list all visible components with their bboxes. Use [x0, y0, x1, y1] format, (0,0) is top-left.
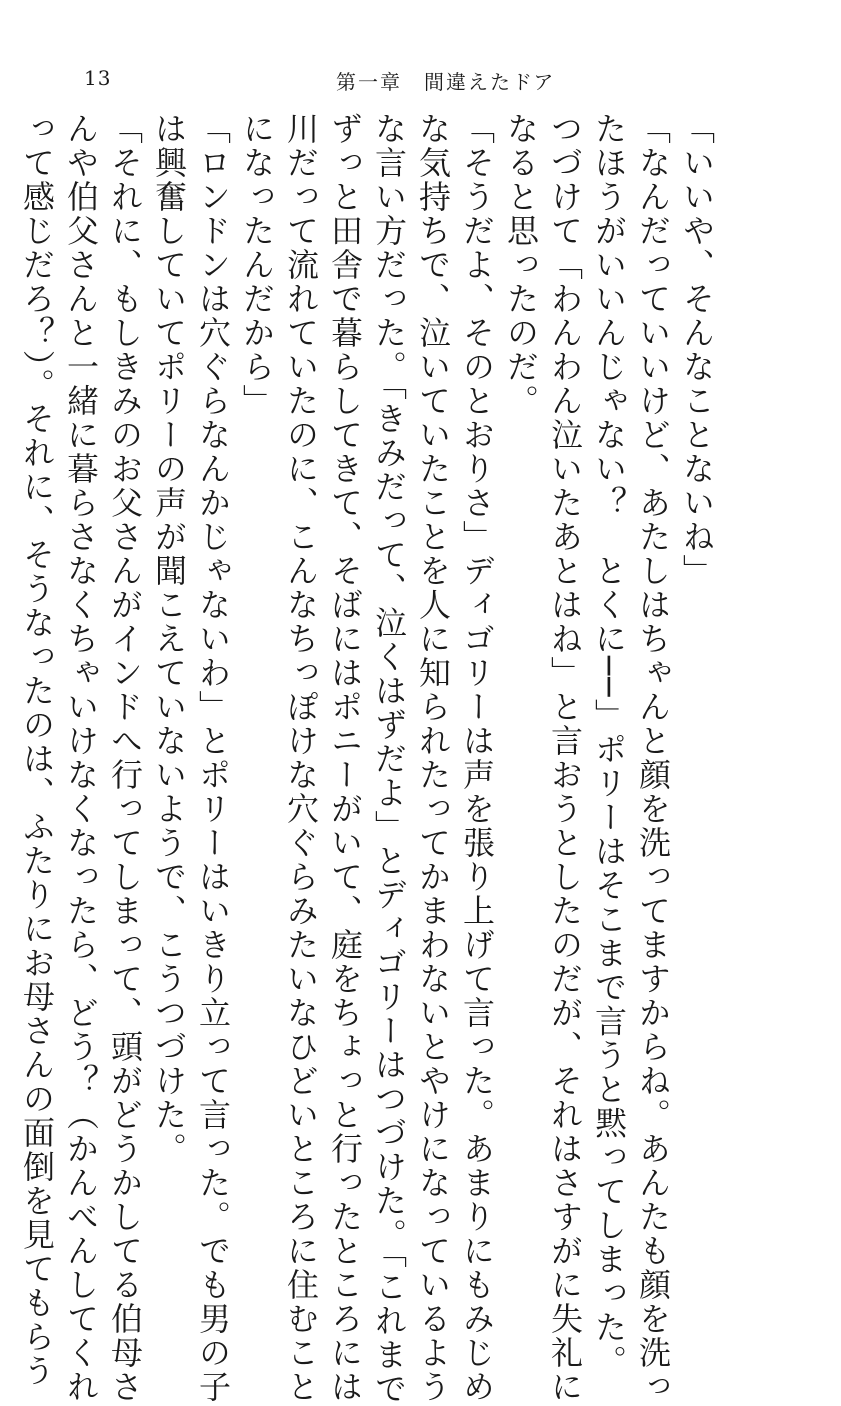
text-line: は興奮していてポリーの声が聞こえていないようで、こうつづけた。: [150, 112, 188, 1166]
running-head: 第一章 間違えたドア: [336, 70, 556, 94]
text-line: ずっと田舎で暮らしてきて、そばにはポニーがいて、庭をちょっと行ったところには: [326, 112, 364, 1404]
body-text: [15, 112, 719, 1406]
text-line: なると思ったのだ。: [502, 112, 540, 418]
text-line: 「そうだよ、そのとおりさ」ディゴリーは声を張り上げて言った。あまりにもみじめ: [458, 112, 496, 1404]
text-line: 「ロンドンは穴ぐらなんかじゃないわ」とポリーはいきり立って言った。でも男の子: [194, 112, 232, 1404]
text-line: な言い方だった。「きみだって、泣くはずだよ」とディゴリーはつづけた。「これまで: [370, 112, 408, 1406]
text-line: になったんだから」: [238, 112, 276, 418]
page-number: 13: [84, 66, 112, 90]
text-line: 「なんだっていいけど、あたしはちゃんと顔を洗ってますからね。あんたも顔を洗っ: [634, 112, 672, 1404]
text-line: 「いいや、そんなことないね」: [678, 112, 716, 588]
text-line: 川だって流れていたのに、こんなちっぽけな穴ぐらみたいなひどいところに住むこと: [282, 112, 320, 1404]
text-line: んや伯父さんと一緒に暮らさなくちゃいけなくなったら、どう？（かんべんしてくれ: [62, 112, 100, 1404]
text-line: たほうがいいんじゃない？ とくに──」ポリーはそこまで言うと黙ってしまった。: [590, 112, 628, 1379]
text-line: な気持ちで、泣いていたことを人に知られたってかまわないとやけになっているよう: [414, 112, 452, 1404]
text-line: つづけて「わんわん泣いたあとはね」と言おうとしたのだが、それはさすがに失礼に: [546, 112, 584, 1404]
text-line: って感じだろ？）。それに、そうなったのは、ふたりにお母さんの面倒を見てもらう: [18, 112, 56, 1388]
text-line: 「それに、もしきみのお父さんがインドへ行ってしまって、頭がどうかしてる伯母さ: [106, 112, 144, 1404]
